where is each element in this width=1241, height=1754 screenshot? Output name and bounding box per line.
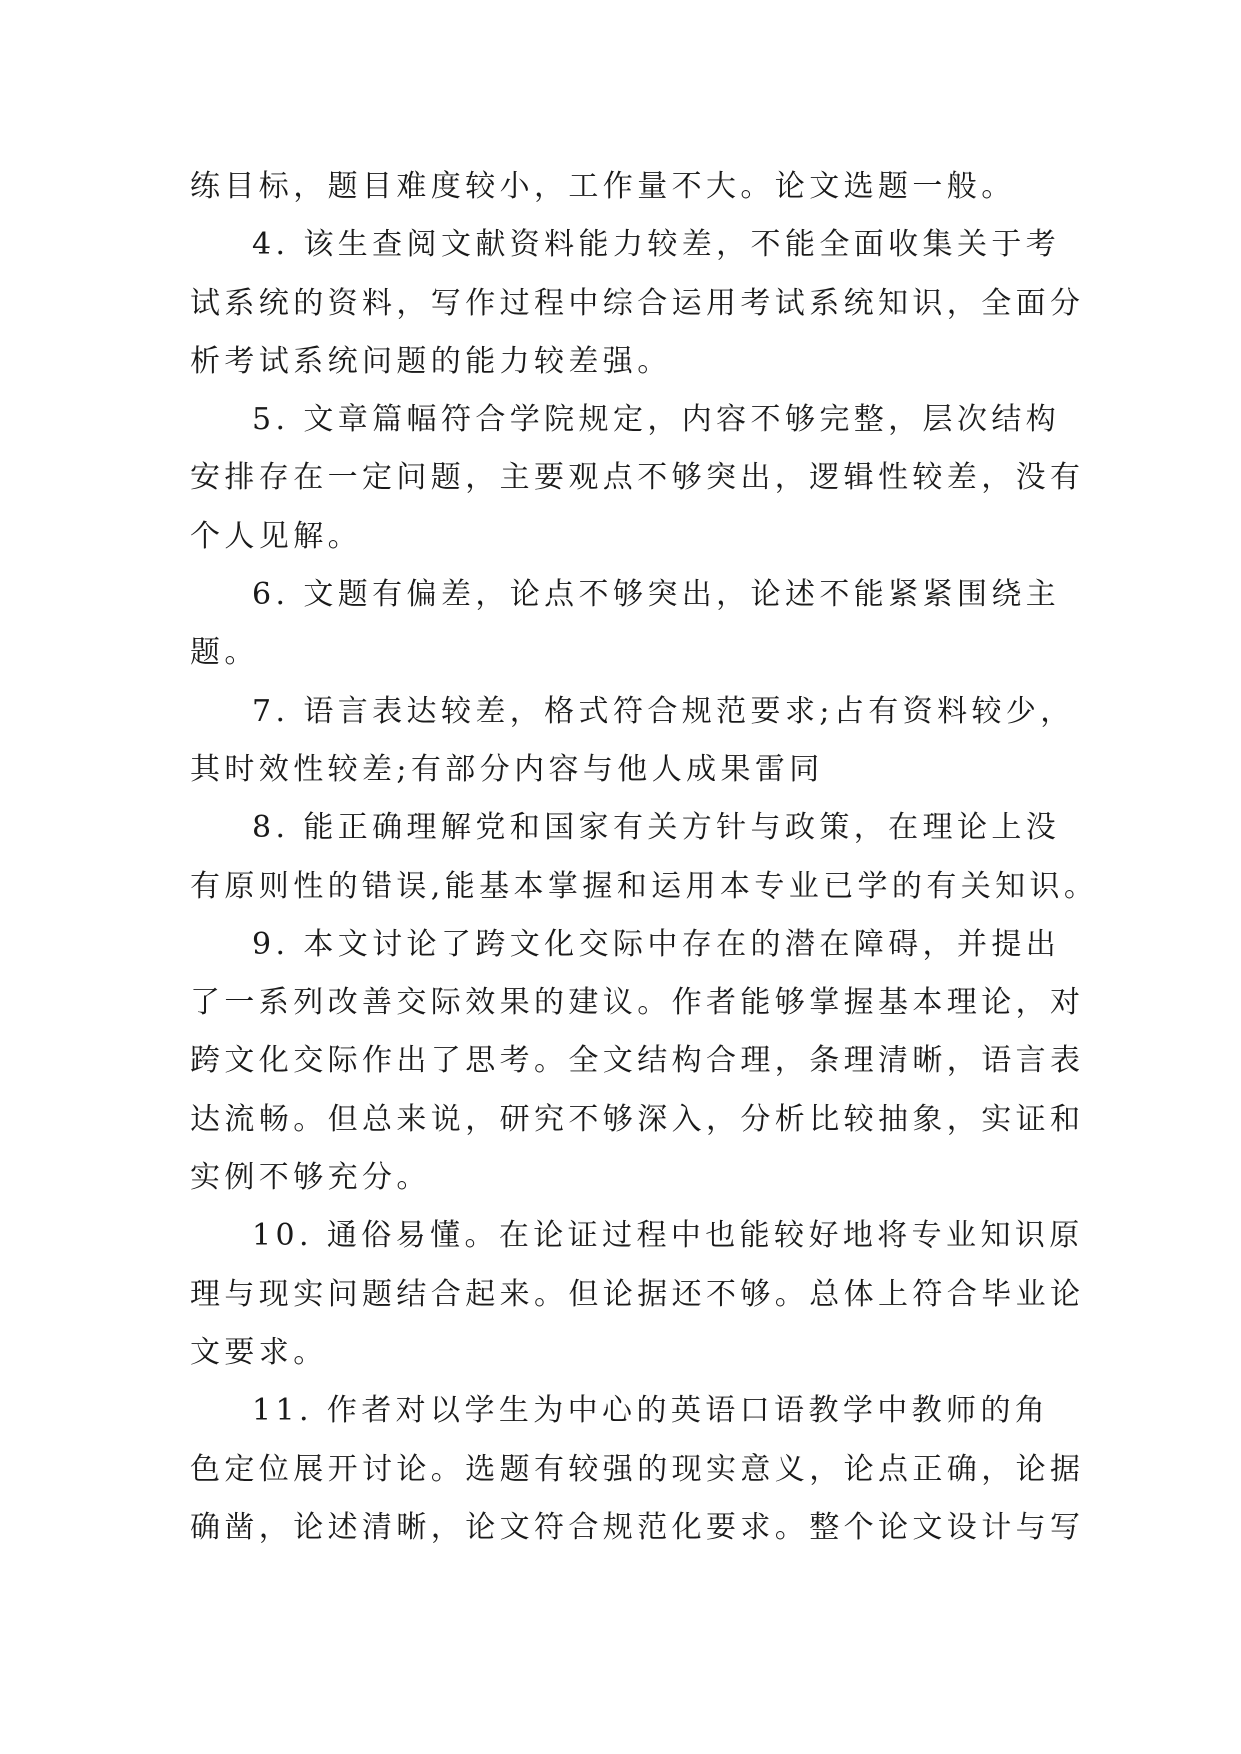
text-line: 了一系列改善交际效果的建议。作者能够掌握基本理论，对 xyxy=(190,985,1085,1021)
text-line: 9. 本文讨论了跨文化交际中存在的潜在障碍，并提出 xyxy=(252,926,1061,962)
text-line: 4. 该生查阅文献资料能力较差，不能全面收集关于考 xyxy=(252,227,1061,263)
text-line: 试系统的资料，写作过程中综合运用考试系统知识，全面分 xyxy=(190,285,1085,321)
text-line: 析考试系统问题的能力较差强。 xyxy=(190,343,672,379)
text-line: 7. 语言表达较差，格式符合规范要求;占有资料较少， xyxy=(252,693,1075,729)
text-line: 色定位展开讨论。选题有较强的现实意义，论点正确，论据 xyxy=(190,1451,1085,1487)
text-line: 文要求。 xyxy=(190,1334,328,1370)
text-line: 练目标，题目难度较小，工作量不大。论文选题一般。 xyxy=(190,169,1016,204)
text-line: 有原则性的错误,能基本掌握和运用本专业已学的有关知识。 xyxy=(190,868,1099,904)
text-line: 10. 通俗易懂。在论证过程中也能较好地将专业知识原 xyxy=(252,1218,1084,1254)
text-line: 其时效性较差;有部分内容与他人成果雷同 xyxy=(190,751,824,787)
text-line: 跨文化交际作出了思考。全文结构合理，条理清晰，语言表 xyxy=(190,1043,1085,1079)
text-line: 确凿，论述清晰，论文符合规范化要求。整个论文设计与写 xyxy=(190,1509,1085,1545)
text-line: 题。 xyxy=(190,635,259,671)
text-line: 11. 作者对以学生为中心的英语口语教学中教师的角 xyxy=(252,1393,1050,1429)
text-line: 安排存在一定问题，主要观点不够突出，逻辑性较差，没有 xyxy=(190,460,1085,496)
text-line: 达流畅。但总来说，研究不够深入，分析比较抽象，实证和 xyxy=(190,1101,1085,1137)
text-line: 理与现实问题结合起来。但论据还不够。总体上符合毕业论 xyxy=(190,1276,1085,1312)
text-line: 8. 能正确理解党和国家有关方针与政策，在理论上没 xyxy=(252,810,1061,846)
document-body xyxy=(190,158,1099,1557)
text-line: 个人见解。 xyxy=(190,518,362,554)
text-line: 6. 文题有偏差，论点不够突出，论述不能紧紧围绕主 xyxy=(252,577,1061,613)
text-line: 实例不够充分。 xyxy=(190,1160,431,1196)
text-line: 5. 文章篇幅符合学院规定，内容不够完整，层次结构 xyxy=(252,402,1061,438)
